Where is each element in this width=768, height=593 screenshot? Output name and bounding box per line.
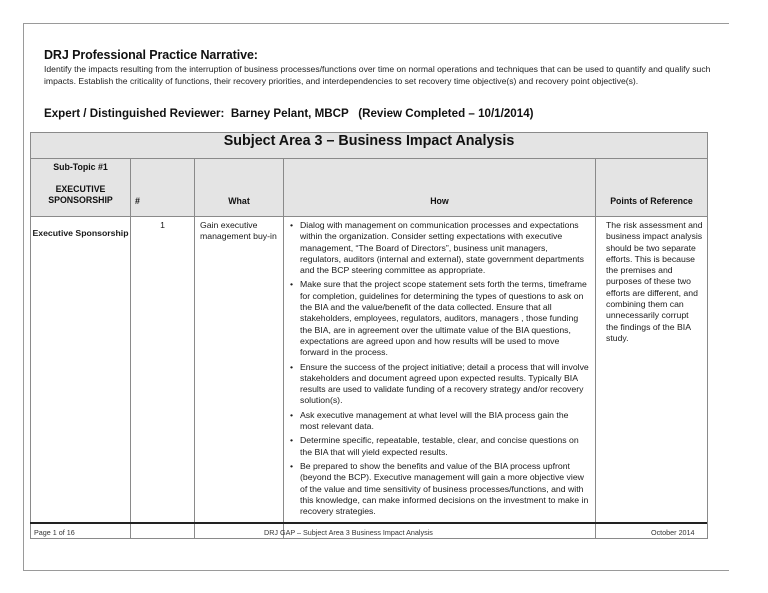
how-bullet-item: • Be prepared to show the benefits and value of the BIA process upfront (beyond the BCP). Executive management will gain a more objective view of the value and time sensitivity of business processes/functions, and with this knowledge, can make informed decisions on the investment to make in recovery strategies. xyxy=(290,460,589,517)
header-subtopic-name: EXECUTIVE SPONSORSHIP xyxy=(48,184,113,205)
cell-topic: Executive Sponsorship xyxy=(31,217,131,539)
reviewer-label: Expert / Distinguished Reviewer: xyxy=(44,107,225,120)
cell-what: Gain executive management buy-in xyxy=(195,217,284,539)
how-bullet-item: • Ask executive management at what level will the BIA process gain the most relevant data. xyxy=(290,409,569,432)
narrative-body: Identify the impacts resulting from the interruption of business processes/functions over time on normal operations and techniques that can be used to quantify and qualify such impacts. Establish the criticality of functions, their recovery priorities, and interdependencies to set recovery time objective(s) and recovery point objective(s). xyxy=(44,64,711,86)
reviewer-name: Barney Pelant, MBCP xyxy=(230,107,349,120)
bullet-icon: • xyxy=(290,279,294,290)
how-bullet-item: • Dialog with management on communication processes and expectations within the organization. Consider setting expectations with executive management, “The Board of Directors”, business unit managers, regulators, auditors (internal and external), state government departments and the BCP steering committee as appropriate. xyxy=(290,220,584,276)
bia-table xyxy=(30,132,708,539)
bullet-icon: • xyxy=(290,220,294,230)
header-how: How xyxy=(284,159,596,217)
footer-document-title: DRJ GAP – Subject Area 3 Business Impact Analysis xyxy=(264,528,433,537)
footer-divider xyxy=(30,522,707,524)
table-header-row xyxy=(31,159,708,217)
how-bullet-item: • Make sure that the project scope statement sets forth the terms, timeframe for completion, guidelines for determining the types of questions to ask on the BIA and the value/benefit of the data collected. Ensure that all stakeholders, employees, regulators, auditors, managers , those funding the BIA, are in agreement over the ultimate value of the BIA questions, expectations are agreed upon and how results will be used to move forward in the process. xyxy=(290,279,587,358)
bullet-icon: • xyxy=(290,435,294,446)
review-status: (Review Completed – 10/1/2014) xyxy=(358,107,534,120)
header-number: # xyxy=(131,159,195,217)
bullet-icon: • xyxy=(290,409,294,420)
how-bullet-item: • Determine specific, repeatable, testable, clear, and concise questions on the BIA that will yield expected results. xyxy=(290,435,579,457)
how-bullet-list xyxy=(288,220,589,517)
footer-page-number: Page 1 of 16 xyxy=(34,528,75,537)
how-bullet-item: • Ensure the success of the project initiative; detail a process that will involve stakeholders and document agreed upon expected results. Typically BIA results are used to validate funding of a recovery strategy and/or recovery solution(s). xyxy=(290,361,589,406)
cell-how xyxy=(284,217,596,539)
footer-date: October 2014 xyxy=(651,528,695,537)
reviewer-line xyxy=(44,107,534,120)
bullet-icon: • xyxy=(290,460,294,471)
narrative-title: DRJ Professional Practice Narrative: xyxy=(44,48,258,62)
header-what: What xyxy=(195,159,284,217)
cell-number: 1 xyxy=(131,217,195,539)
table-title-row xyxy=(31,133,708,159)
cell-reference: The risk assessment and business impact analysis should be two separate efforts. This is because the premises and purposes of these two efforts are different, and combining them can unnecessarily corrupt the findings of the BIA study. xyxy=(596,217,708,539)
table-title: Subject Area 3 – Business Impact Analysis xyxy=(31,133,708,159)
header-reference: Points of Reference xyxy=(596,159,708,217)
bullet-icon: • xyxy=(290,361,294,372)
header-subtopic-number: Sub-Topic #1 xyxy=(53,162,108,172)
header-subtopic xyxy=(31,159,131,217)
table-row xyxy=(31,217,708,539)
